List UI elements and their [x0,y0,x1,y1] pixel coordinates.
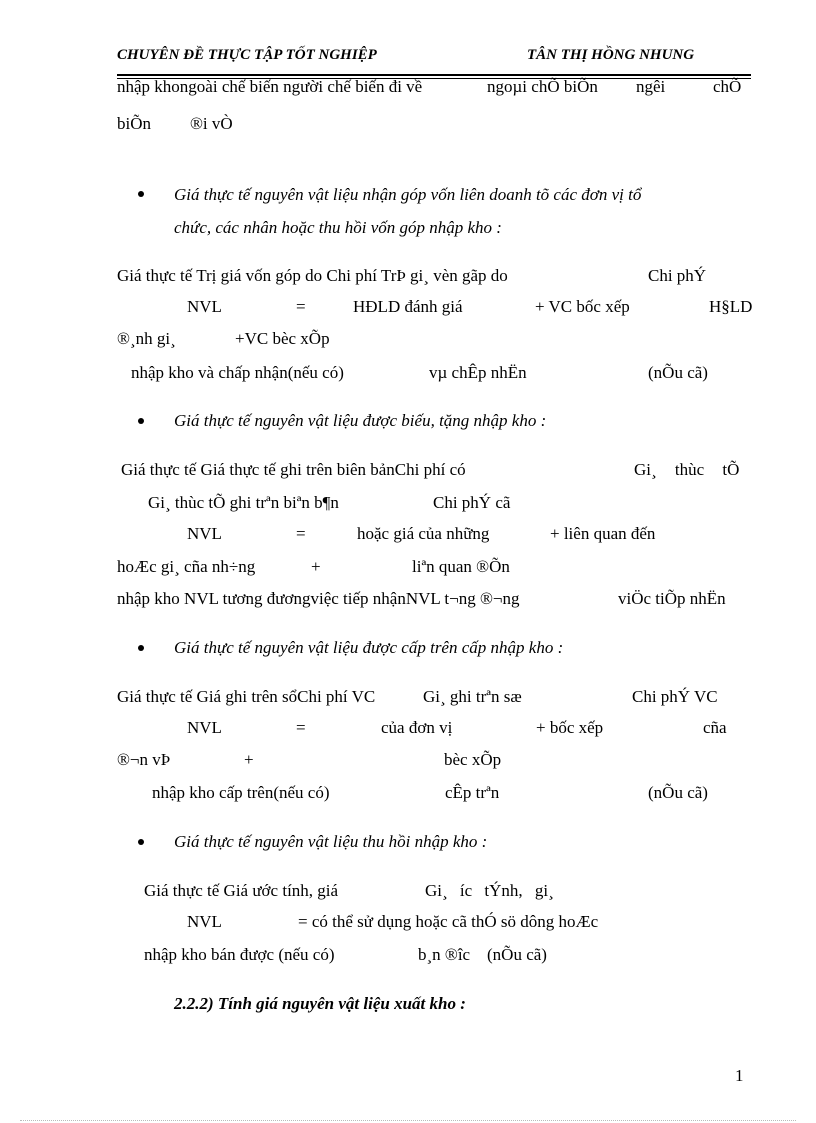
formula-text: Chi phÝ [648,266,707,285]
formula-text: Gi¸ thùc tÕ [634,460,740,479]
formula-text: nhập kho và chấp nhận(nếu có) [131,363,344,382]
formula-text: (nÕu cã) [648,363,708,382]
header-right: TÂN THỊ HỒNG NHUNG [527,47,695,63]
formula-text: nhập kho cấp trên(nếu có) [152,783,330,802]
formula-text: Giá thực tế Trị giá vốn góp do Chi phí TrÞ gi¸ vèn gãp do [117,266,508,285]
text-line: nhập khongoài chế biến người chế biến đi về [117,77,423,96]
formula-text: = có thể sử dụng hoặc cã thÓ sö dông hoÆc [298,912,599,931]
formula-text: (nÕu cã) [487,945,547,964]
text-line: ngoµi chÕ biÕn [487,77,598,96]
formula-text: Giá thực tế Giá thực tế ghi trên biên bảnChi phí có [121,460,466,479]
bullet-icon [138,645,144,651]
formula-text: cÊp trªn [445,783,500,802]
formula-text: hoặc giá của những [357,524,490,543]
formula-text: = [296,524,306,543]
bullet-icon [138,191,144,197]
section-heading: Giá thực tế nguyên vật liệu được cấp trên cấp nhập kho : [174,638,564,657]
formula-text: liªn quan ®Õn [412,557,510,576]
formula-text: HĐLD đánh giá [353,297,463,316]
section-heading: Giá thực tế nguyên vật liệu được biếu, tặng nhập kho : [174,411,547,430]
formula-text: + liên quan đến [550,524,656,543]
formula-text: H§LD [709,297,753,316]
formula-text: Giá thực tế Giá ước tính, giá [144,881,339,900]
formula-text: NVL [187,297,222,316]
bullet-icon [138,418,144,424]
formula-text: Gi¸ íc tÝnh, gi¸ [425,881,554,900]
formula-text: Gi¸ ghi trªn sæ [423,687,522,706]
text-line: biÕn [117,114,151,133]
formula-text: vµ chÊp nhËn [429,363,527,382]
formula-text: NVL [187,524,222,543]
formula-text: của đơn vị [381,718,453,737]
formula-text: NVL [187,718,222,737]
header-rule [117,74,751,76]
formula-text: cña [703,718,727,737]
text-line: chÕ [713,77,742,96]
formula-text: b¸n ®îc [418,945,471,964]
formula-text: + VC bốc xếp [535,297,630,316]
formula-text: hoÆc gi¸ cña nh÷ng [117,557,256,576]
formula-text: NVL [187,912,222,931]
formula-text: (nÕu cã) [648,783,708,802]
section-heading: chức, các nhân hoặc thu hồi vốn góp nhập kho : [174,218,502,237]
text-line: ngêi [636,77,666,96]
formula-text: = [296,718,306,737]
formula-text: viÖc tiÕp nhËn [618,589,726,608]
formula-text: bèc xÕp [444,750,502,769]
formula-text: nhập kho NVL tương đươngviệc tiếp nhậnNVL t¬ng ®¬ng [117,589,520,608]
formula-text: + bốc xếp [536,718,604,737]
page-number: 1 [735,1066,744,1085]
page-bottom-border [20,1120,796,1121]
subheading: 2.2.2) Tính giá nguyên vật liệu xuất kho : [174,994,466,1013]
formula-text: + [244,750,254,769]
formula-text: ®¸nh gi¸ [117,329,176,348]
formula-text: nhập kho bán được (nếu có) [144,945,335,964]
formula-text: Chi phÝ cã [433,493,511,512]
text-line: ®i vÒ [190,114,233,133]
formula-text: = [296,297,306,316]
formula-text: + [311,557,321,576]
formula-text: Gi¸ thùc tÕ ghi trªn biªn b¶n [148,493,339,512]
bullet-icon [138,839,144,845]
formula-text: +VC bèc xÕp [235,329,330,348]
section-heading: Giá thực tế nguyên vật liệu nhận góp vốn liên doanh tõ các đơn vị tổ [174,185,642,204]
formula-text: ®¬n vÞ [117,750,171,769]
header-left: CHUYÊN ĐỀ THỰC TẬP TỐT NGHIỆP [117,47,377,63]
section-heading: Giá thực tế nguyên vật liệu thu hồi nhập kho : [174,832,488,851]
formula-text: Chi phÝ VC [632,687,718,706]
formula-text: Giá thực tế Giá ghi trên sổChi phí VC [117,687,376,706]
